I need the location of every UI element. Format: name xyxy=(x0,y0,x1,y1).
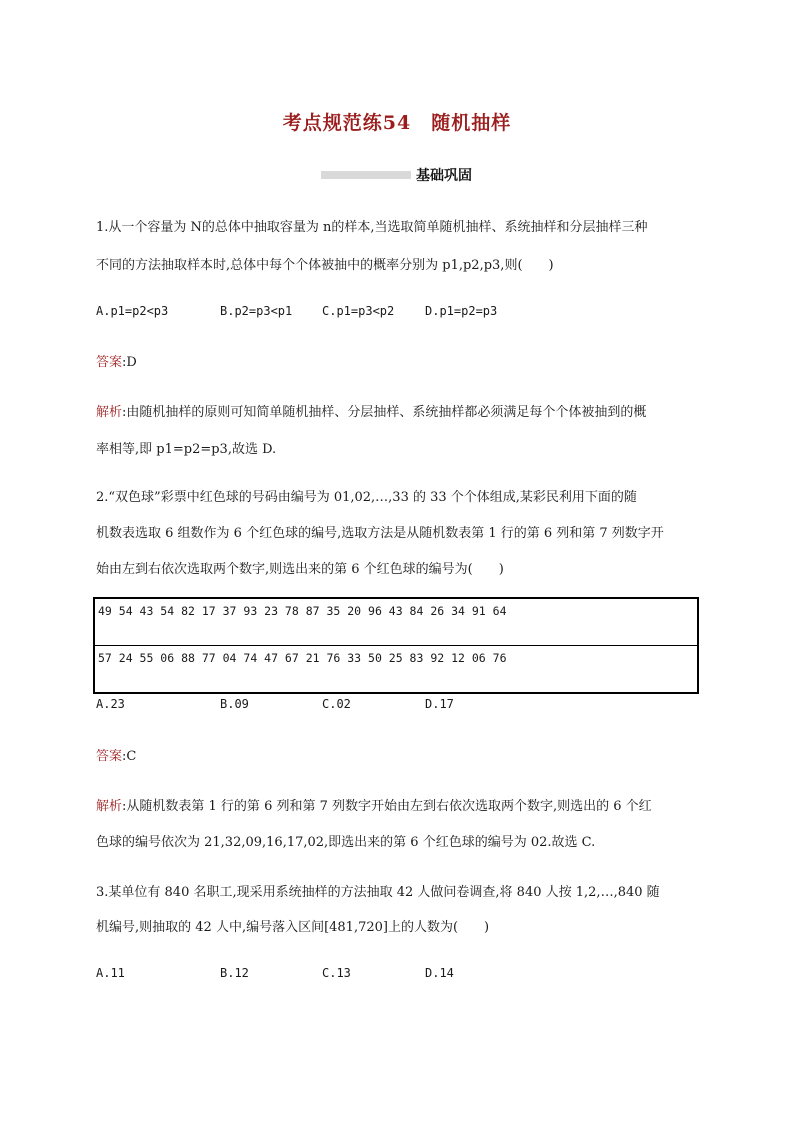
question-2-option-d: D.17 xyxy=(425,697,454,711)
question-1-text-line-1: 1.从一个容量为 N的总体中抽取容量为 n的样本,当选取简单随机抽样、系统抽样和分层抽样三种 xyxy=(96,220,648,235)
question-2-option-c: C.02 xyxy=(322,697,351,711)
question-1-option-a: A.p1=p2<p3 xyxy=(96,304,169,318)
answer-label: 答案 xyxy=(96,355,123,370)
question-1-option-b: B.p2=p3<p1 xyxy=(220,304,293,318)
analysis-text: :从随机数表第 1 行的第 6 列和第 7 列数字开始由左到右依次选取两个数字,则选出的 6 个红 xyxy=(122,799,652,814)
section-heading: 基础巩固 xyxy=(416,168,472,184)
question-1-text-line-2: 不同的方法抽取样本时,总体中每个个体被抽中的概率分别为 p1,p2,p3,则( ) xyxy=(96,258,554,273)
random-number-table xyxy=(93,597,699,694)
answer-value: :C xyxy=(122,749,137,764)
table-cell: 57 24 55 06 88 77 04 74 47 67 21 76 33 50 25 83 92 12 06 76 xyxy=(94,646,698,694)
question-2-option-b: B.09 xyxy=(220,697,249,711)
table-row xyxy=(94,598,698,646)
question-2-answer xyxy=(96,745,136,764)
question-2-text-line-1: 2.“双色球”彩票中红色球的号码由编号为 01,02,…,33 的 33 个个体组成,某彩民利用下面的随 xyxy=(96,490,637,505)
question-1-answer xyxy=(96,351,137,370)
question-3-option-a: A.11 xyxy=(96,966,125,980)
table-cell: 49 54 43 54 82 17 37 93 23 78 87 35 20 96 43 84 26 34 91 64 xyxy=(98,604,507,618)
analysis-text: :由随机抽样的原则可知简单随机抽样、分层抽样、系统抽样都必须满足每个个体被抽到的概 xyxy=(122,405,647,420)
question-3-option-d: D.14 xyxy=(425,966,454,980)
question-1-option-c: C.p1=p3<p2 xyxy=(322,304,395,318)
question-3-option-c: C.13 xyxy=(322,966,351,980)
question-2-analysis-line-2: 色球的编号依次为 21,32,09,16,17,02,即选出来的第 6 个红色球的编号为 02.故选 C. xyxy=(96,835,596,850)
question-3-text-line-2: 机编号,则抽取的 42 人中,编号落入区间[481,720]上的人数为( ) xyxy=(96,920,490,935)
answer-label: 答案 xyxy=(96,749,123,764)
question-2-text-line-2: 机数表选取 6 组数作为 6 个红色球的编号,选取方法是从随机数表第 1 行的第 6 列和第 7 列数字开 xyxy=(96,526,664,541)
page-title: 考点规范练54 随机抽样 xyxy=(282,112,512,134)
question-1-analysis-line-2: 率相等,即 p1=p2=p3,故选 D. xyxy=(96,442,277,457)
section-divider-bar xyxy=(321,171,411,179)
analysis-label: 解析 xyxy=(96,405,123,420)
question-3-text-line-1: 3.某单位有 840 名职工,现采用系统抽样的方法抽取 42 人做问卷调查,将 840 人按 1,2,…,840 随 xyxy=(96,885,660,900)
question-2-option-a: A.23 xyxy=(96,697,125,711)
analysis-label: 解析 xyxy=(96,799,123,814)
question-3-option-b: B.12 xyxy=(220,966,249,980)
answer-value: :D xyxy=(122,355,137,370)
table-row xyxy=(94,646,698,694)
question-1-analysis-line-1 xyxy=(96,401,646,420)
question-2-analysis-line-1 xyxy=(96,795,652,814)
question-1-option-d: D.p1=p2=p3 xyxy=(425,304,498,318)
question-2-text-line-3: 始由左到右依次选取两个数字,则选出来的第 6 个红色球的编号为( ) xyxy=(96,562,504,577)
